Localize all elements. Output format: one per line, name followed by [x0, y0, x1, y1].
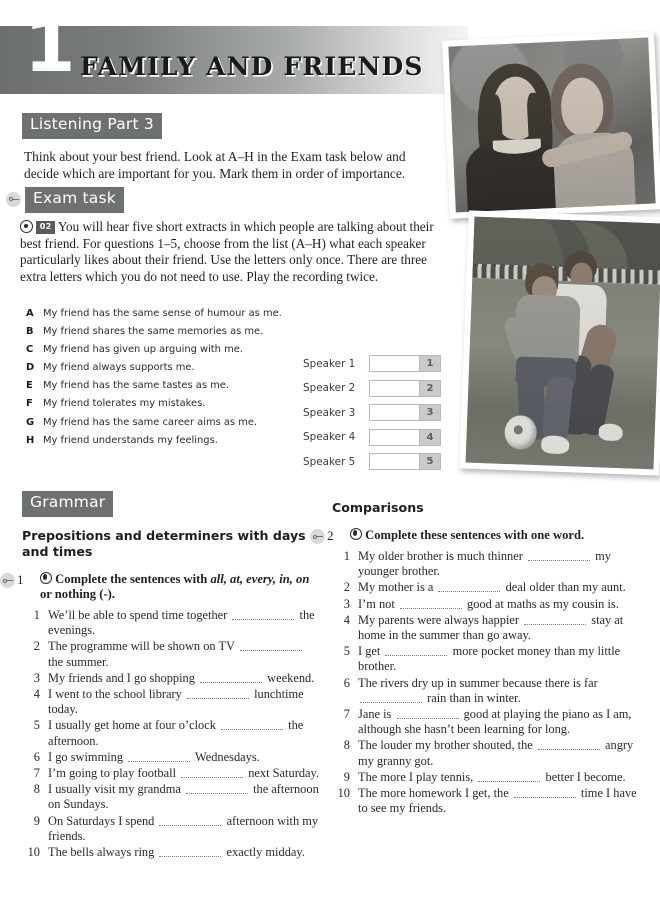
question-text-before-gap: I’m not — [358, 596, 395, 611]
answer-gap[interactable] — [128, 752, 190, 762]
exam-option-letter: C — [26, 344, 34, 356]
question-text-before-gap: I’m going to play football — [48, 766, 177, 781]
key-icon — [6, 192, 21, 207]
answer-gap[interactable] — [360, 693, 422, 703]
question-text-before-gap: My older brother is much thinner — [358, 549, 523, 563]
gap-fill-question — [332, 707, 642, 737]
gap-fill-question — [22, 845, 322, 860]
answer-gap[interactable] — [400, 599, 462, 609]
gap-fill-question — [22, 687, 322, 717]
gap-fill-question — [22, 814, 322, 844]
question-text-after-gap: weekend. — [267, 670, 315, 685]
gap-fill-question — [332, 738, 642, 768]
question-text-after-gap: angry my granny got. — [358, 738, 634, 768]
exam-option-letter: H — [26, 434, 35, 446]
exam-option-row — [26, 308, 296, 320]
speaker-answer-value[interactable] — [370, 405, 419, 420]
audio-record-icon — [20, 220, 33, 233]
exam-option-text: My friend has given up arguing with me. — [43, 344, 243, 356]
question-text-before-gap: The more I play tennis, — [358, 769, 474, 784]
speaker-answer-input[interactable] — [369, 404, 441, 421]
answer-gap[interactable] — [159, 847, 221, 857]
exercise-1-number: 1 — [17, 572, 24, 587]
speaker-label: Speaker 1 — [303, 357, 356, 370]
audio-track-badge: 02 — [36, 221, 55, 234]
question-text-before-gap: The programme will be shown on TV — [48, 639, 235, 654]
unit-title: FAMILY AND FRIENDS — [80, 52, 424, 81]
exam-option-row — [26, 398, 296, 410]
exam-option-letter: E — [26, 380, 33, 392]
exercise-1-instruction-italic: all, at, every, in, on — [210, 572, 310, 586]
question-text-after-gap: stay at home in the summer than go away. — [358, 612, 624, 643]
question-text-before-gap: I usually get home at four o’clock — [48, 718, 216, 733]
exercise-2-instruction — [327, 528, 642, 543]
answer-gap[interactable] — [186, 784, 248, 794]
answer-gap[interactable] — [478, 772, 540, 782]
question-text-after-gap: lunchtime today. — [48, 687, 304, 717]
question-text-after-gap: good at playing the piano as I am, although she hasn’t been learning for long. — [358, 707, 632, 737]
exam-option-text: My friend has the same sense of humour as me. — [43, 308, 282, 319]
speaker-row — [303, 355, 441, 372]
speaker-answer-value[interactable] — [370, 430, 419, 445]
grammar-section-header — [22, 491, 113, 517]
speaker-answer-number: 3 — [419, 405, 440, 420]
question-text-before-gap: Jane is — [358, 707, 392, 722]
key-icon — [0, 573, 15, 588]
listening-tag-label: Listening Part 3 — [22, 113, 162, 139]
gap-fill-question — [22, 608, 322, 638]
grammar-right-column — [327, 500, 642, 817]
question-text-before-gap: My mother is a — [358, 580, 434, 595]
gap-fill-question — [332, 786, 642, 816]
exam-option-text: My friend shares the same memories as me. — [43, 326, 264, 338]
answer-gap[interactable] — [200, 673, 262, 683]
exam-option-row — [26, 380, 296, 392]
question-text-after-gap: the summer. — [48, 654, 109, 669]
speaker-label: Speaker 2 — [303, 382, 356, 394]
gap-fill-question — [332, 597, 642, 612]
grammar-tag-label: Grammar — [22, 491, 113, 517]
question-text-after-gap: better I become. — [545, 769, 626, 784]
answer-gap[interactable] — [159, 816, 221, 826]
speaker-answer-input[interactable] — [369, 380, 441, 397]
exam-option-text: My friend has the same tastes as me. — [43, 380, 229, 392]
question-text-before-gap: On Saturdays I spend — [48, 813, 155, 828]
speaker-answer-value[interactable] — [370, 356, 419, 371]
exam-task-section-header — [6, 187, 124, 213]
question-text-before-gap: I get — [358, 644, 381, 659]
question-text-after-gap: deal older than my aunt. — [505, 580, 626, 595]
prepositions-subheading: Prepositions and determiners with days and times — [22, 528, 306, 559]
gap-fill-question — [22, 766, 322, 781]
question-text-after-gap: my younger brother. — [358, 549, 611, 579]
speaker-answer-value[interactable] — [370, 454, 419, 469]
exam-option-row — [26, 435, 296, 447]
question-text-before-gap: The more homework I get, the — [358, 786, 509, 801]
exam-option-row — [26, 417, 296, 429]
answer-gap[interactable] — [221, 720, 283, 730]
question-text-before-gap: The louder my brother shouted, the — [358, 738, 533, 753]
exam-option-letter: D — [26, 362, 35, 374]
gap-fill-question — [22, 782, 322, 812]
speaker-answer-number: 4 — [419, 430, 440, 445]
answer-gap[interactable] — [385, 646, 447, 656]
question-text-after-gap: Wednesdays. — [195, 749, 260, 764]
question-text-after-gap: exactly midday. — [226, 845, 305, 860]
gap-fill-question — [22, 639, 322, 669]
gap-fill-question — [332, 580, 642, 595]
question-text-before-gap: My friends and I go shopping — [48, 670, 195, 685]
exam-option-row — [26, 326, 296, 338]
question-text-after-gap: good at maths as my cousin is. — [467, 596, 619, 611]
answer-gap[interactable] — [514, 788, 576, 798]
answer-gap[interactable] — [397, 709, 459, 719]
question-text-before-gap: My parents were always happier — [358, 612, 520, 627]
gap-fill-question — [332, 770, 642, 785]
speaker-label: Speaker 4 — [303, 431, 356, 443]
gap-fill-question — [332, 549, 642, 579]
answer-gap[interactable] — [528, 551, 590, 561]
question-text-after-gap: more pocket money than my little brother. — [358, 644, 621, 674]
gap-fill-question — [332, 676, 642, 706]
exam-option-letter: F — [26, 398, 33, 410]
gap-fill-question — [22, 671, 322, 686]
answer-gap[interactable] — [187, 689, 249, 699]
unit-number: 1 — [24, 3, 74, 89]
exam-option-text: My friend always supports me. — [43, 362, 195, 374]
exercise-1-instruction-tail: or nothing (-). — [40, 587, 115, 601]
speaker-label: Speaker 3 — [303, 406, 356, 419]
speaker-answer-input[interactable] — [369, 429, 441, 446]
exam-option-text: My friend has the same career aims as me. — [43, 416, 258, 428]
answer-gap[interactable] — [524, 615, 586, 625]
exam-task-instructions — [20, 219, 440, 285]
listening-intro-text: Think about your best friend. Look at A–H in the Exam task below and decide which are important for you. Mark them in order of importance. — [24, 149, 406, 181]
listening-section-header — [22, 113, 162, 139]
grammar-left-column — [17, 528, 322, 861]
question-text-before-gap: We’ll be able to spend time together — [48, 608, 228, 622]
answer-gap[interactable] — [240, 641, 302, 651]
speaker-row — [303, 404, 441, 421]
question-text-before-gap: The rivers dry up in summer because there is far — [358, 675, 598, 690]
question-text-after-gap: afternoon with my friends. — [48, 813, 319, 843]
speaker-label: Speaker 5 — [303, 455, 356, 468]
speaker-answer-number: 5 — [419, 454, 440, 469]
exercise-1-instruction-plain: Complete the sentences with — [55, 572, 211, 586]
exercise-2-instruction-text: Complete these sentences with one word. — [365, 528, 585, 542]
exam-option-text: My friend tolerates my mistakes. — [43, 398, 206, 410]
question-text-after-gap: the afternoon on Sundays. — [48, 782, 319, 812]
question-text-after-gap: the afternoon. — [48, 718, 304, 748]
question-text-before-gap: I usually visit my grandma — [48, 782, 181, 797]
exercise-1-instruction — [17, 572, 322, 602]
cd-icon — [350, 528, 362, 540]
exercise-1-question-list — [22, 608, 322, 860]
question-text-after-gap: rain than in winter. — [427, 690, 521, 705]
exam-option-row — [26, 362, 296, 374]
question-text-before-gap: The bells always ring — [48, 845, 155, 860]
answer-gap[interactable] — [181, 768, 243, 778]
exam-option-letter: B — [26, 326, 34, 338]
speaker-answer-input[interactable] — [369, 453, 441, 470]
gap-fill-question — [22, 718, 322, 748]
question-text-after-gap: next Saturday. — [248, 766, 320, 781]
exercise-2-number: 2 — [327, 528, 334, 543]
question-text-before-gap: I go swimming — [48, 749, 124, 764]
speaker-row — [303, 380, 441, 397]
exam-task-instruction-text: You will hear five short extracts in which people are talking about their best friend. For questions 1–5, choose from the list (A–H) what each speaker particularly likes about their friend. Use the letters only once. There are three extra letters which you do not need to use. Play the recording twice. — [20, 219, 434, 284]
speaker-row — [303, 453, 441, 470]
exam-option-letter: A — [26, 308, 34, 319]
exam-task-tag-label: Exam task — [25, 187, 124, 213]
exam-option-text: My friend understands my feelings. — [43, 434, 218, 446]
cd-icon — [40, 572, 52, 584]
speaker-answer-number: 1 — [419, 356, 440, 371]
gap-fill-question — [332, 644, 642, 674]
speaker-answer-value[interactable] — [370, 381, 419, 396]
answer-gap[interactable] — [232, 610, 294, 620]
question-text-before-gap: I went to the school library — [48, 687, 182, 702]
exam-option-letter: G — [26, 416, 35, 428]
speaker-answer-input[interactable] — [369, 355, 441, 372]
speaker-row — [303, 429, 441, 446]
key-icon — [310, 529, 325, 544]
answer-gap[interactable] — [538, 740, 600, 750]
exercise-2-question-list — [332, 549, 642, 816]
speaker-answer-list — [303, 355, 441, 478]
exam-options-list — [26, 308, 296, 453]
speaker-answer-number: 2 — [419, 381, 440, 396]
question-text-after-gap: the evenings. — [48, 608, 315, 638]
photo-two-girls — [442, 31, 660, 218]
question-text-after-gap: time I have to see my friends. — [358, 786, 637, 816]
gap-fill-question — [332, 613, 642, 643]
photo-football-players — [459, 210, 660, 475]
gap-fill-question — [22, 750, 322, 765]
answer-gap[interactable] — [438, 582, 500, 592]
comparisons-subheading: Comparisons — [332, 500, 424, 515]
exam-option-row — [26, 344, 296, 356]
